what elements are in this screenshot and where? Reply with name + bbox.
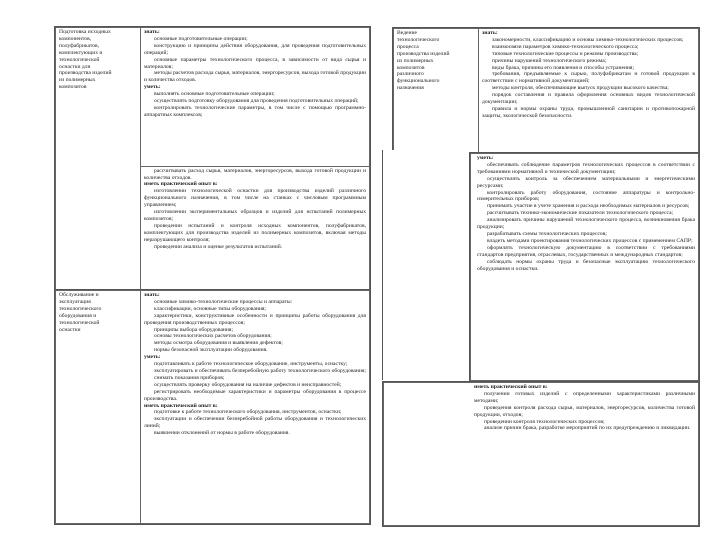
section-heading: уметь: xyxy=(144,84,161,91)
requirement-line: регистрировать необходимые характеристики и параметры оборудования в процессе производства. xyxy=(144,388,366,402)
fragment-practical-experience xyxy=(382,381,700,527)
requirement-line: проведении испытаний и контроля исходных компонентов, полуфабрикатов, комплектующих для производства изделий из полимерных композитов, включая методы неразрушающего контроля; xyxy=(144,222,366,243)
requirement-line: обеспечивать соблюдение параметров технологических процессов в соответствии с требованиями нормативной и технической документации; xyxy=(477,161,695,175)
requirement-line: подготавливать к работе технологическое оборудование, инструменты, оснастку; xyxy=(154,361,348,368)
title-line: оборудования и xyxy=(59,312,97,319)
title-line: Обслуживание и xyxy=(59,292,99,298)
requirements-equipment xyxy=(141,291,370,524)
section-heading: иметь практический опыт в: xyxy=(474,384,548,390)
requirements-skills xyxy=(471,154,699,381)
requirement-line: характеристики, конструктивные особенности и принципы работы оборудования для проведения производственных процессов; xyxy=(144,312,366,326)
fragment-process-skills xyxy=(469,152,700,382)
requirement-line: осуществлять контроль за обеспечением материальными и энергетическими ресурсами; xyxy=(477,175,695,189)
requirements-upper xyxy=(141,28,370,167)
title-line: производства изделий xyxy=(59,70,112,77)
requirement-line: основы технологических расчетов оборудования; xyxy=(154,333,272,340)
requirement-line: методы расчетов расхода сырья, материалов, энергоресурсов, выхода готовой продукции и количества отходов. xyxy=(144,70,366,84)
requirement-line: рассчитывать технико-экономические показатели технологического процесса; xyxy=(487,210,674,217)
title-line: компонентов, xyxy=(59,35,92,42)
requirement-line: разрабатывать схемы технологических процессов; xyxy=(487,230,607,237)
section-heading: знать: xyxy=(144,29,160,35)
fragment-process-knowledge xyxy=(392,27,700,157)
fragment-left-margin xyxy=(382,150,470,380)
requirement-line: основные параметры технологического процесса, в зависимости от вида сырья и материалов; xyxy=(144,56,366,70)
title-line: Подготовка исходных xyxy=(59,29,111,35)
fragment-raw-materials xyxy=(54,26,371,296)
requirements-lower xyxy=(141,166,370,294)
fragment-equipment xyxy=(54,289,371,525)
requirement-line: закономерности, классификацию и основы химико-технологических процессов; xyxy=(492,36,684,43)
section-heading: знать: xyxy=(482,30,498,36)
requirement-line: классификации, основные типы оборудования; xyxy=(154,305,266,312)
title-line: композитов xyxy=(397,64,425,71)
requirement-line: методы контроля, обеспечивающие выпуск продукции высокого качества; xyxy=(492,85,669,92)
requirement-line: причины нарушений технологического режима; xyxy=(492,57,607,64)
requirement-line: эксплуатации и обеспечении безперебойной работы оборудования и технологических линий; xyxy=(144,416,366,430)
section-heading: иметь практический опыт в: xyxy=(144,181,218,188)
title-line: Ведение xyxy=(397,30,417,36)
title-line: функционального xyxy=(397,78,440,85)
requirement-line: снимать показания приборов; xyxy=(154,374,225,381)
title-line: назначения xyxy=(397,85,424,92)
requirement-line: анализировать причины нарушений технологического процесса, возникновения брака продукции; xyxy=(477,217,695,231)
requirement-line: рассчитывать расход сырья, материалов, энергоресурсов, выхода готовой продукции и количества отходов. xyxy=(144,167,366,181)
requirement-line: осуществлять проверку оборудования на наличие дефектов и неисправностей; xyxy=(154,381,342,388)
requirements-experience xyxy=(384,383,699,526)
requirement-line: требования, предъявляемые к сырью, полуфабрикатам и готовой продукции в соответствии с нормативной документацией; xyxy=(482,71,695,85)
requirement-line: проведении анализа и оценке результатов испытаний. xyxy=(154,243,283,250)
requirements-knowledge xyxy=(479,29,699,156)
requirement-line: владеть методами проектирования технологических процессов с применением САПР; xyxy=(487,237,693,244)
title-line: оснастки xyxy=(59,326,81,333)
requirement-line: основные химико-технологические процессы и аппараты: xyxy=(154,298,293,305)
requirement-line: виды брака, причины его появления и способы устранения; xyxy=(492,64,635,71)
section-heading: уметь: xyxy=(477,155,494,161)
section-heading: знать: xyxy=(144,292,160,298)
requirement-line: основные подготовительные операции; xyxy=(154,35,248,42)
title-line: эксплуатация xyxy=(59,298,91,305)
requirement-line: контролировать работу оборудования, состояние аппаратуры и контрольно-измерительных приборов; xyxy=(477,189,695,203)
title-line: процесса xyxy=(397,43,419,50)
section-heading: уметь: xyxy=(144,354,161,361)
title-line: композитов xyxy=(59,84,87,91)
title-line: производства изделий xyxy=(397,50,450,57)
title-line: оснастки для xyxy=(59,63,91,70)
competency-title xyxy=(56,28,141,295)
requirement-line: получении готовых изделий с определенными характеристиками различными методами; xyxy=(474,390,695,404)
requirement-line: выполнять основные подготовительные операции; xyxy=(154,91,275,98)
title-line: полуфабрикатов, xyxy=(59,42,100,49)
requirement-line: эксплуатировать и обеспечивать безперебойную работу технологического оборудования; xyxy=(154,367,367,374)
requirement-line: изготовлении экспериментальных образцов и изделий для испытаний полимерных композитов; xyxy=(144,209,366,222)
title-line: из полимерных xyxy=(397,57,434,64)
requirement-line: подготовке к работе технологического оборудования, инструментов, оснастки; xyxy=(154,409,342,416)
title-line: технологического xyxy=(397,36,440,43)
requirement-line: порядок составления и правила оформления основных видов технологической документации; xyxy=(482,92,695,106)
title-line: комплектующих и xyxy=(59,49,103,56)
title-line: технологической xyxy=(59,56,100,63)
requirement-line: анализе причин брака, разработке мероприятий по их предупреждению и ликвидации. xyxy=(484,425,691,432)
requirement-line: методы осмотра оборудования и выявления дефектов; xyxy=(154,340,283,347)
requirement-line: изготовлении технологической оснастки для производства изделий различного функционального назначения, в том числе на станках с числовым программным управлением; xyxy=(144,188,366,209)
requirement-line: принципы выбора оборудования; xyxy=(154,326,234,333)
requirement-line: контролировать технологические параметры, в том числе с помощью программно-аппаратных комплексов; xyxy=(144,104,366,118)
title-line: из полимерных xyxy=(59,77,96,84)
requirement-line: оформлять технологическую документацию в соответствии с требованиями стандартов предприятия, отраслевых, государственных и международных стандартов; xyxy=(477,244,695,258)
requirement-line: типовые технологические процессы и режимы производства; xyxy=(492,50,639,57)
requirement-line: нормы безопасной эксплуатации оборудования. xyxy=(154,347,268,354)
section-heading: иметь практический опыт в: xyxy=(144,402,218,409)
requirement-line: соблюдать нормы охраны труда и безопасные эксплуатацию технологического оборудования и оснастки. xyxy=(477,258,695,272)
requirement-line: взаимосвязи параметров химико-технологического процесса; xyxy=(492,43,639,50)
title-line: технологической xyxy=(59,319,100,326)
requirement-line: проведении контроля технологических процессов; xyxy=(484,418,605,425)
title-line: технологического xyxy=(59,305,102,312)
requirement-line: осуществлять подготовку оборудования для проведения подготовительных операций; xyxy=(154,98,359,105)
requirement-line: правила и нормы охраны труда, промышленной санитарии и противопожарной защиты, экологической безопасности. xyxy=(482,105,695,119)
requirement-line: конструкцию и принципы действия оборудования, для проведения подготовительных операций; xyxy=(144,42,366,56)
title-line: различного xyxy=(397,71,424,78)
requirement-line: принимать участие в учете хранения и расхода необходимых материалов и ресурсов; xyxy=(487,203,690,210)
competency-title xyxy=(56,291,141,524)
requirement-line: проведения контроля расхода сырья, материалов, энергоресурсов, количества готовой продукции, отходов; xyxy=(474,404,695,418)
competency-title xyxy=(394,29,479,156)
requirement-line: выявлении отклонений от нормы в работе оборудования. xyxy=(154,430,290,437)
